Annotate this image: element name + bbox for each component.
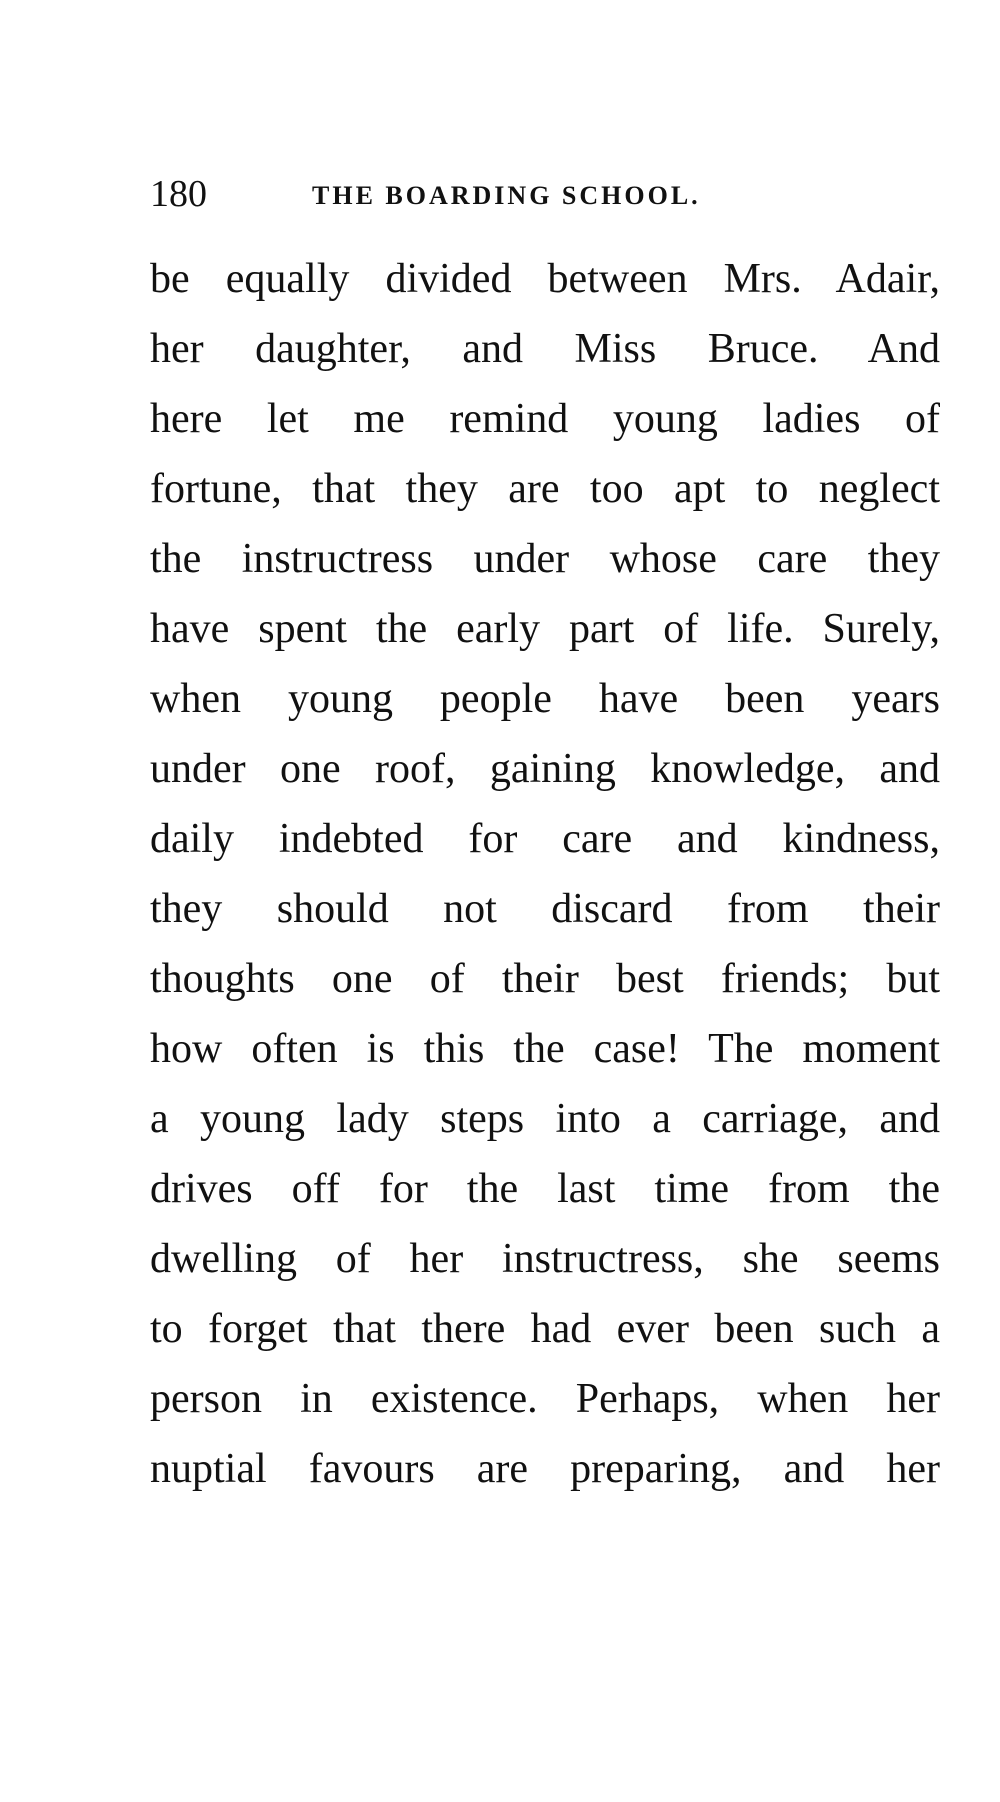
- text-line: under one roof, gaining knowledge, and: [150, 746, 940, 792]
- text-line: drives off for the last time from the: [150, 1166, 940, 1212]
- page-number: 180: [150, 173, 207, 215]
- text-line: be equally divided between Mrs. Adair,: [150, 256, 940, 302]
- text-line: here let me remind young ladies of: [150, 396, 940, 442]
- text-line: nuptial favours are preparing, and her: [150, 1446, 940, 1492]
- text-line: the instructress under whose care they: [150, 536, 940, 582]
- text-line: when young people have been years: [150, 676, 940, 722]
- body-text: [150, 244, 940, 1504]
- running-title: THE BOARDING SCHOOL.: [312, 181, 701, 210]
- text-line: they should not discard from their: [150, 886, 940, 932]
- text-line: fortune, that they are too apt to neglect: [150, 466, 940, 512]
- text-line: her daughter, and Miss Bruce. And: [150, 326, 940, 372]
- text-line: person in existence. Perhaps, when her: [150, 1376, 940, 1422]
- text-line: a young lady steps into a carriage, and: [150, 1096, 940, 1142]
- running-head: [150, 168, 950, 220]
- text-line: daily indebted for care and kindness,: [150, 816, 940, 862]
- text-line: have spent the early part of life. Surely,: [150, 606, 940, 652]
- text-line: dwelling of her instructress, she seems: [150, 1236, 940, 1282]
- text-line: how often is this the case! The moment: [150, 1026, 940, 1072]
- text-line: to forget that there had ever been such a: [150, 1306, 940, 1352]
- text-line: thoughts one of their best friends; but: [150, 956, 940, 1002]
